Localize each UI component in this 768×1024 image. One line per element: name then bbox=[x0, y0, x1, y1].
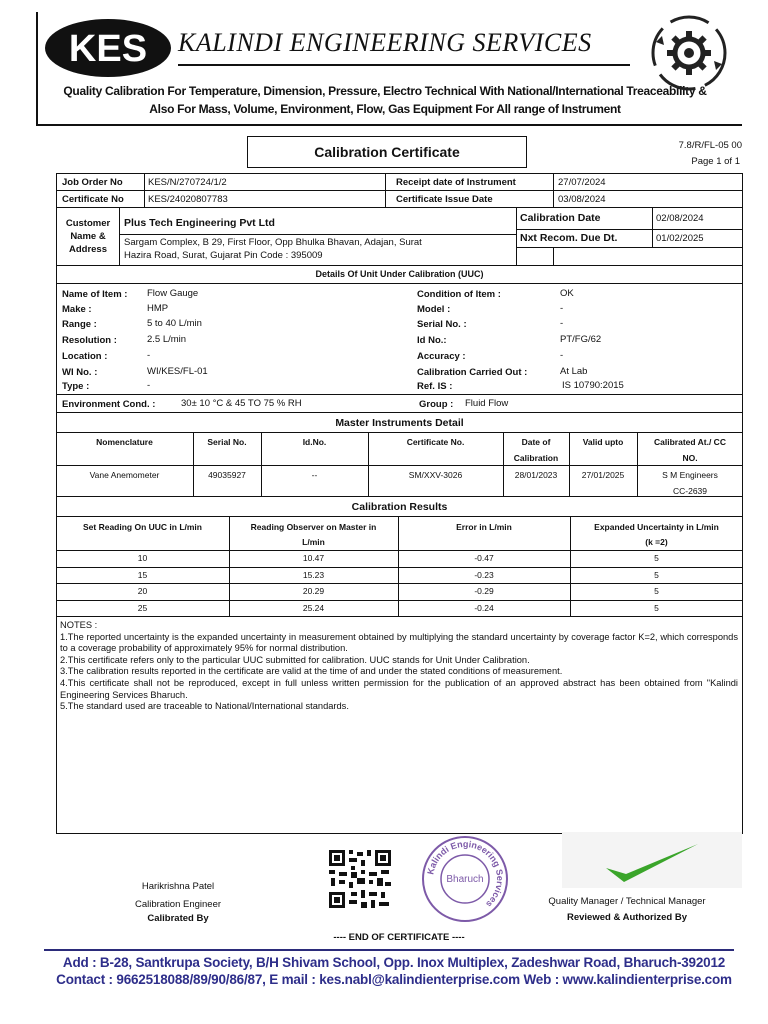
uuc-right-value: At Lab bbox=[560, 366, 588, 377]
uuc-left-label: WI No. : bbox=[62, 367, 98, 378]
row-divider bbox=[56, 190, 743, 191]
col-divider bbox=[516, 207, 517, 265]
master-col-id: Id.No. bbox=[302, 437, 327, 447]
row-divider bbox=[56, 583, 743, 584]
approval-check-icon bbox=[562, 832, 742, 888]
uuc-right-value: OK bbox=[560, 288, 574, 299]
master-cc-no: CC-2639 bbox=[672, 486, 708, 496]
gear-logo-icon bbox=[648, 12, 730, 94]
footer-contact: Contact : 9662518088/89/90/86/87, E mail : kes.nabl@kalindienterprise.com Web : www.kalindienterprise.com bbox=[56, 972, 732, 987]
results-cell-uncert: 5 bbox=[654, 569, 659, 580]
uuc-right-value: - bbox=[560, 318, 564, 329]
master-col-cal-at-2: NO. bbox=[682, 453, 698, 463]
uuc-left-label: Range : bbox=[62, 319, 97, 330]
uuc-right-label: Accuracy : bbox=[417, 351, 466, 362]
row-divider bbox=[56, 567, 743, 568]
tagline-line2: Also For Mass, Volume, Environment, Flow, Gas Equipment For All range of Instrument bbox=[149, 102, 621, 116]
uuc-left-value: 5 to 40 L/min bbox=[147, 318, 202, 329]
notes-section bbox=[60, 620, 738, 713]
row-divider bbox=[516, 247, 743, 248]
results-cell-observed: 15.23 bbox=[302, 569, 325, 580]
master-col-valid: Valid upto bbox=[582, 437, 624, 447]
results-col-uncertainty-2: (k =2) bbox=[645, 537, 668, 547]
row-divider bbox=[56, 283, 743, 284]
receipt-date-label: Receipt date of Instrument bbox=[396, 177, 516, 188]
note-item: 5.The standard used are traceable to National/International standards. bbox=[60, 701, 349, 712]
uuc-right-value: - bbox=[560, 303, 564, 314]
environment-label: Environment Cond. : bbox=[62, 399, 156, 410]
results-col-uncertainty: Expanded Uncertainty in L/min bbox=[594, 522, 719, 532]
results-cell-set: 15 bbox=[137, 569, 148, 580]
page-number: Page 1 of 1 bbox=[691, 156, 740, 167]
col-divider bbox=[385, 173, 386, 207]
calibration-date-label: Calibration Date bbox=[520, 212, 601, 224]
row-divider bbox=[56, 412, 743, 413]
uuc-left-label: Resolution : bbox=[62, 335, 117, 346]
seal-center-text: Bharuch bbox=[446, 874, 484, 885]
group-value: Fluid Flow bbox=[465, 398, 509, 409]
uuc-left-value: - bbox=[147, 350, 151, 361]
reviewed-by: Reviewed & Authorized By bbox=[566, 912, 687, 923]
uuc-left-label: Name of Item : bbox=[62, 289, 128, 300]
master-certificate: SM/XXV-3026 bbox=[408, 470, 463, 480]
uuc-left-label: Location : bbox=[62, 351, 108, 362]
results-col-set: Set Reading On UUC in L/min bbox=[82, 522, 202, 532]
company-name-underline bbox=[178, 64, 630, 66]
master-col-certificate: Certificate No. bbox=[406, 437, 465, 447]
uuc-right-value: PT/FG/62 bbox=[560, 334, 602, 345]
kes-logo-text: KES bbox=[68, 28, 148, 70]
notes-heading: NOTES : bbox=[60, 620, 98, 630]
footer-address: Add : B-28, Santkrupa Society, B/H Shivam School, Opp. Inox Multiplex, Zadeshwar Road, Bharuch-392012 bbox=[62, 955, 726, 970]
customer-name: Plus Tech Engineering Pvt Ltd bbox=[124, 217, 275, 229]
master-nomenclature: Vane Anemometer bbox=[89, 470, 160, 480]
uuc-left-label: Type : bbox=[62, 381, 90, 392]
form-code: 7.8/R/FL-05 00 bbox=[678, 140, 742, 151]
results-cell-set: 20 bbox=[137, 586, 148, 596]
master-col-cal-at: Calibrated At./ CC bbox=[654, 437, 726, 447]
note-item: 1.The reported uncertainty is the expanded uncertainty in measurement obtained by multiplying the standard uncertainty by coverage factor K=2, which corresponds to a coverage probability of approximately 95% for normal distribution. bbox=[60, 631, 738, 654]
uuc-left-value: HMP bbox=[147, 303, 169, 314]
job-order-label: Job Order No bbox=[62, 177, 123, 188]
master-id: -- bbox=[311, 470, 318, 480]
manager-title: Quality Manager / Technical Manager bbox=[548, 896, 706, 907]
customer-address-2: Hazira Road, Surat, Gujarat Pin Code : 395009 bbox=[124, 250, 323, 261]
master-col-nomenclature: Nomenclature bbox=[96, 437, 153, 447]
uuc-heading: Details Of Unit Under Calibration (UUC) bbox=[315, 269, 484, 279]
master-col-date: Date of bbox=[521, 437, 551, 447]
results-cell-error: -0.23 bbox=[474, 569, 494, 580]
uuc-right-label: Condition of Item : bbox=[417, 289, 501, 300]
results-cell-error: -0.29 bbox=[474, 586, 494, 596]
customer-label-2: Name & bbox=[70, 231, 106, 242]
row-divider bbox=[56, 616, 743, 617]
engineer-title: Calibration Engineer bbox=[134, 899, 222, 910]
end-of-certificate: ---- END OF CERTIFICATE ---- bbox=[333, 932, 465, 943]
master-col-date-2: Calibration bbox=[513, 453, 559, 463]
issue-date-value: 03/08/2024 bbox=[558, 194, 606, 205]
group-label: Group : bbox=[419, 399, 454, 410]
uuc-right-label: Ref. IS : bbox=[417, 381, 453, 392]
uuc-right-label: Id No.: bbox=[417, 335, 447, 346]
header-divider bbox=[36, 124, 742, 126]
master-date: 28/01/2023 bbox=[514, 470, 558, 480]
company-name: KALINDI ENGINEERING SERVICES bbox=[178, 28, 592, 57]
customer-label-3: Address bbox=[68, 244, 107, 255]
uuc-right-value: IS 10790:2015 bbox=[562, 380, 624, 391]
uuc-left-value: Flow Gauge bbox=[147, 288, 199, 299]
results-cell-error: -0.24 bbox=[474, 602, 494, 613]
results-col-error: Error in L/min bbox=[456, 522, 512, 532]
tagline-line1: Quality Calibration For Temperature, Dimension, Pressure, Electro Technical With National/International Treaceability & bbox=[63, 84, 707, 98]
kes-logo bbox=[44, 18, 172, 78]
row-divider bbox=[56, 550, 743, 551]
results-heading: Calibration Results bbox=[351, 501, 448, 513]
customer-label-1: Customer bbox=[65, 218, 111, 229]
note-item: 4.This certificate shall not be reproduced, except in full unless written permission for the publication of an approved abstract has been obtained from "Kalindi Engineering Services Bharuch. bbox=[60, 677, 738, 700]
note-item: 3.The calibration results reported in the certificate are valid at the time of and under the stated conditions of measurement. bbox=[60, 666, 563, 677]
results-cell-observed: 10.47 bbox=[302, 553, 325, 563]
results-cell-error: -0.47 bbox=[474, 553, 494, 563]
results-col-observed-2: L/min bbox=[302, 537, 325, 547]
environment-value: 30± 10 °C & 45 TO 75 % RH bbox=[181, 398, 302, 409]
master-heading: Master Instruments Detail bbox=[335, 417, 464, 429]
results-cell-observed: 25.24 bbox=[302, 602, 325, 613]
results-col-observed: Reading Observer on Master in bbox=[250, 522, 377, 532]
job-order-value: KES/N/270724/1/2 bbox=[148, 177, 227, 188]
col-divider bbox=[144, 173, 145, 207]
uuc-left-label: Make : bbox=[62, 304, 92, 315]
results-cell-uncert: 5 bbox=[654, 602, 659, 613]
results-cell-observed: 20.29 bbox=[302, 586, 325, 596]
uuc-right-label: Model : bbox=[417, 304, 451, 315]
row-divider bbox=[56, 496, 743, 497]
row-divider bbox=[56, 207, 743, 208]
certificate-no-label: Certificate No bbox=[62, 194, 124, 205]
results-cell-uncert: 5 bbox=[654, 553, 659, 563]
qr-code-icon bbox=[327, 848, 393, 910]
receipt-date-value: 27/07/2024 bbox=[558, 177, 606, 188]
calibrated-by: Calibrated By bbox=[147, 913, 209, 924]
row-divider bbox=[56, 516, 743, 517]
engineer-name: Harikrishna Patel bbox=[141, 881, 215, 892]
row-divider bbox=[516, 229, 743, 230]
company-seal-icon bbox=[420, 834, 510, 924]
issue-date-label: Certificate Issue Date bbox=[396, 194, 493, 205]
uuc-left-value: - bbox=[147, 380, 151, 391]
header-border-left bbox=[36, 12, 38, 126]
uuc-right-label: Serial No. : bbox=[417, 319, 467, 330]
certificate-no-value: KES/24020807783 bbox=[148, 194, 228, 205]
certificate-title: Calibration Certificate bbox=[247, 136, 527, 168]
row-divider bbox=[56, 600, 743, 601]
uuc-right-value: - bbox=[560, 350, 564, 361]
results-cell-set: 25 bbox=[137, 602, 148, 613]
seal-ring-text: Kalindi Engineering Services bbox=[425, 838, 506, 910]
due-date-value: 01/02/2025 bbox=[656, 233, 704, 244]
note-item: 2.This certificate refers only to the particular UUC submitted for calibration. UUC stands for Unit Under Calibration. bbox=[60, 654, 530, 665]
row-divider bbox=[56, 432, 743, 433]
results-cell-set: 10 bbox=[137, 553, 148, 563]
master-cal-at: S M Engineers bbox=[662, 470, 718, 480]
row-divider bbox=[119, 234, 516, 235]
master-col-serial: Serial No. bbox=[207, 437, 247, 447]
calibration-date-value: 02/08/2024 bbox=[656, 213, 704, 224]
master-valid: 27/01/2025 bbox=[581, 470, 625, 480]
col-divider bbox=[652, 207, 653, 247]
col-divider bbox=[119, 207, 120, 265]
due-date-label: Nxt Recom. Due Dt. bbox=[520, 232, 618, 244]
footer-divider bbox=[44, 949, 734, 951]
master-serial: 49035927 bbox=[208, 470, 246, 480]
uuc-left-value: 2.5 L/min bbox=[147, 334, 187, 345]
results-cell-uncert: 5 bbox=[654, 586, 659, 596]
col-divider bbox=[553, 247, 554, 265]
col-divider bbox=[553, 173, 554, 207]
uuc-right-label: Calibration Carried Out : bbox=[417, 367, 528, 378]
row-divider bbox=[56, 394, 743, 395]
row-divider bbox=[56, 265, 743, 266]
uuc-left-value: WI/KES/FL-01 bbox=[147, 366, 208, 377]
customer-address-1: Sargam Complex, B 29, First Floor, Opp Bhulka Bhavan, Adajan, Surat bbox=[124, 237, 422, 248]
